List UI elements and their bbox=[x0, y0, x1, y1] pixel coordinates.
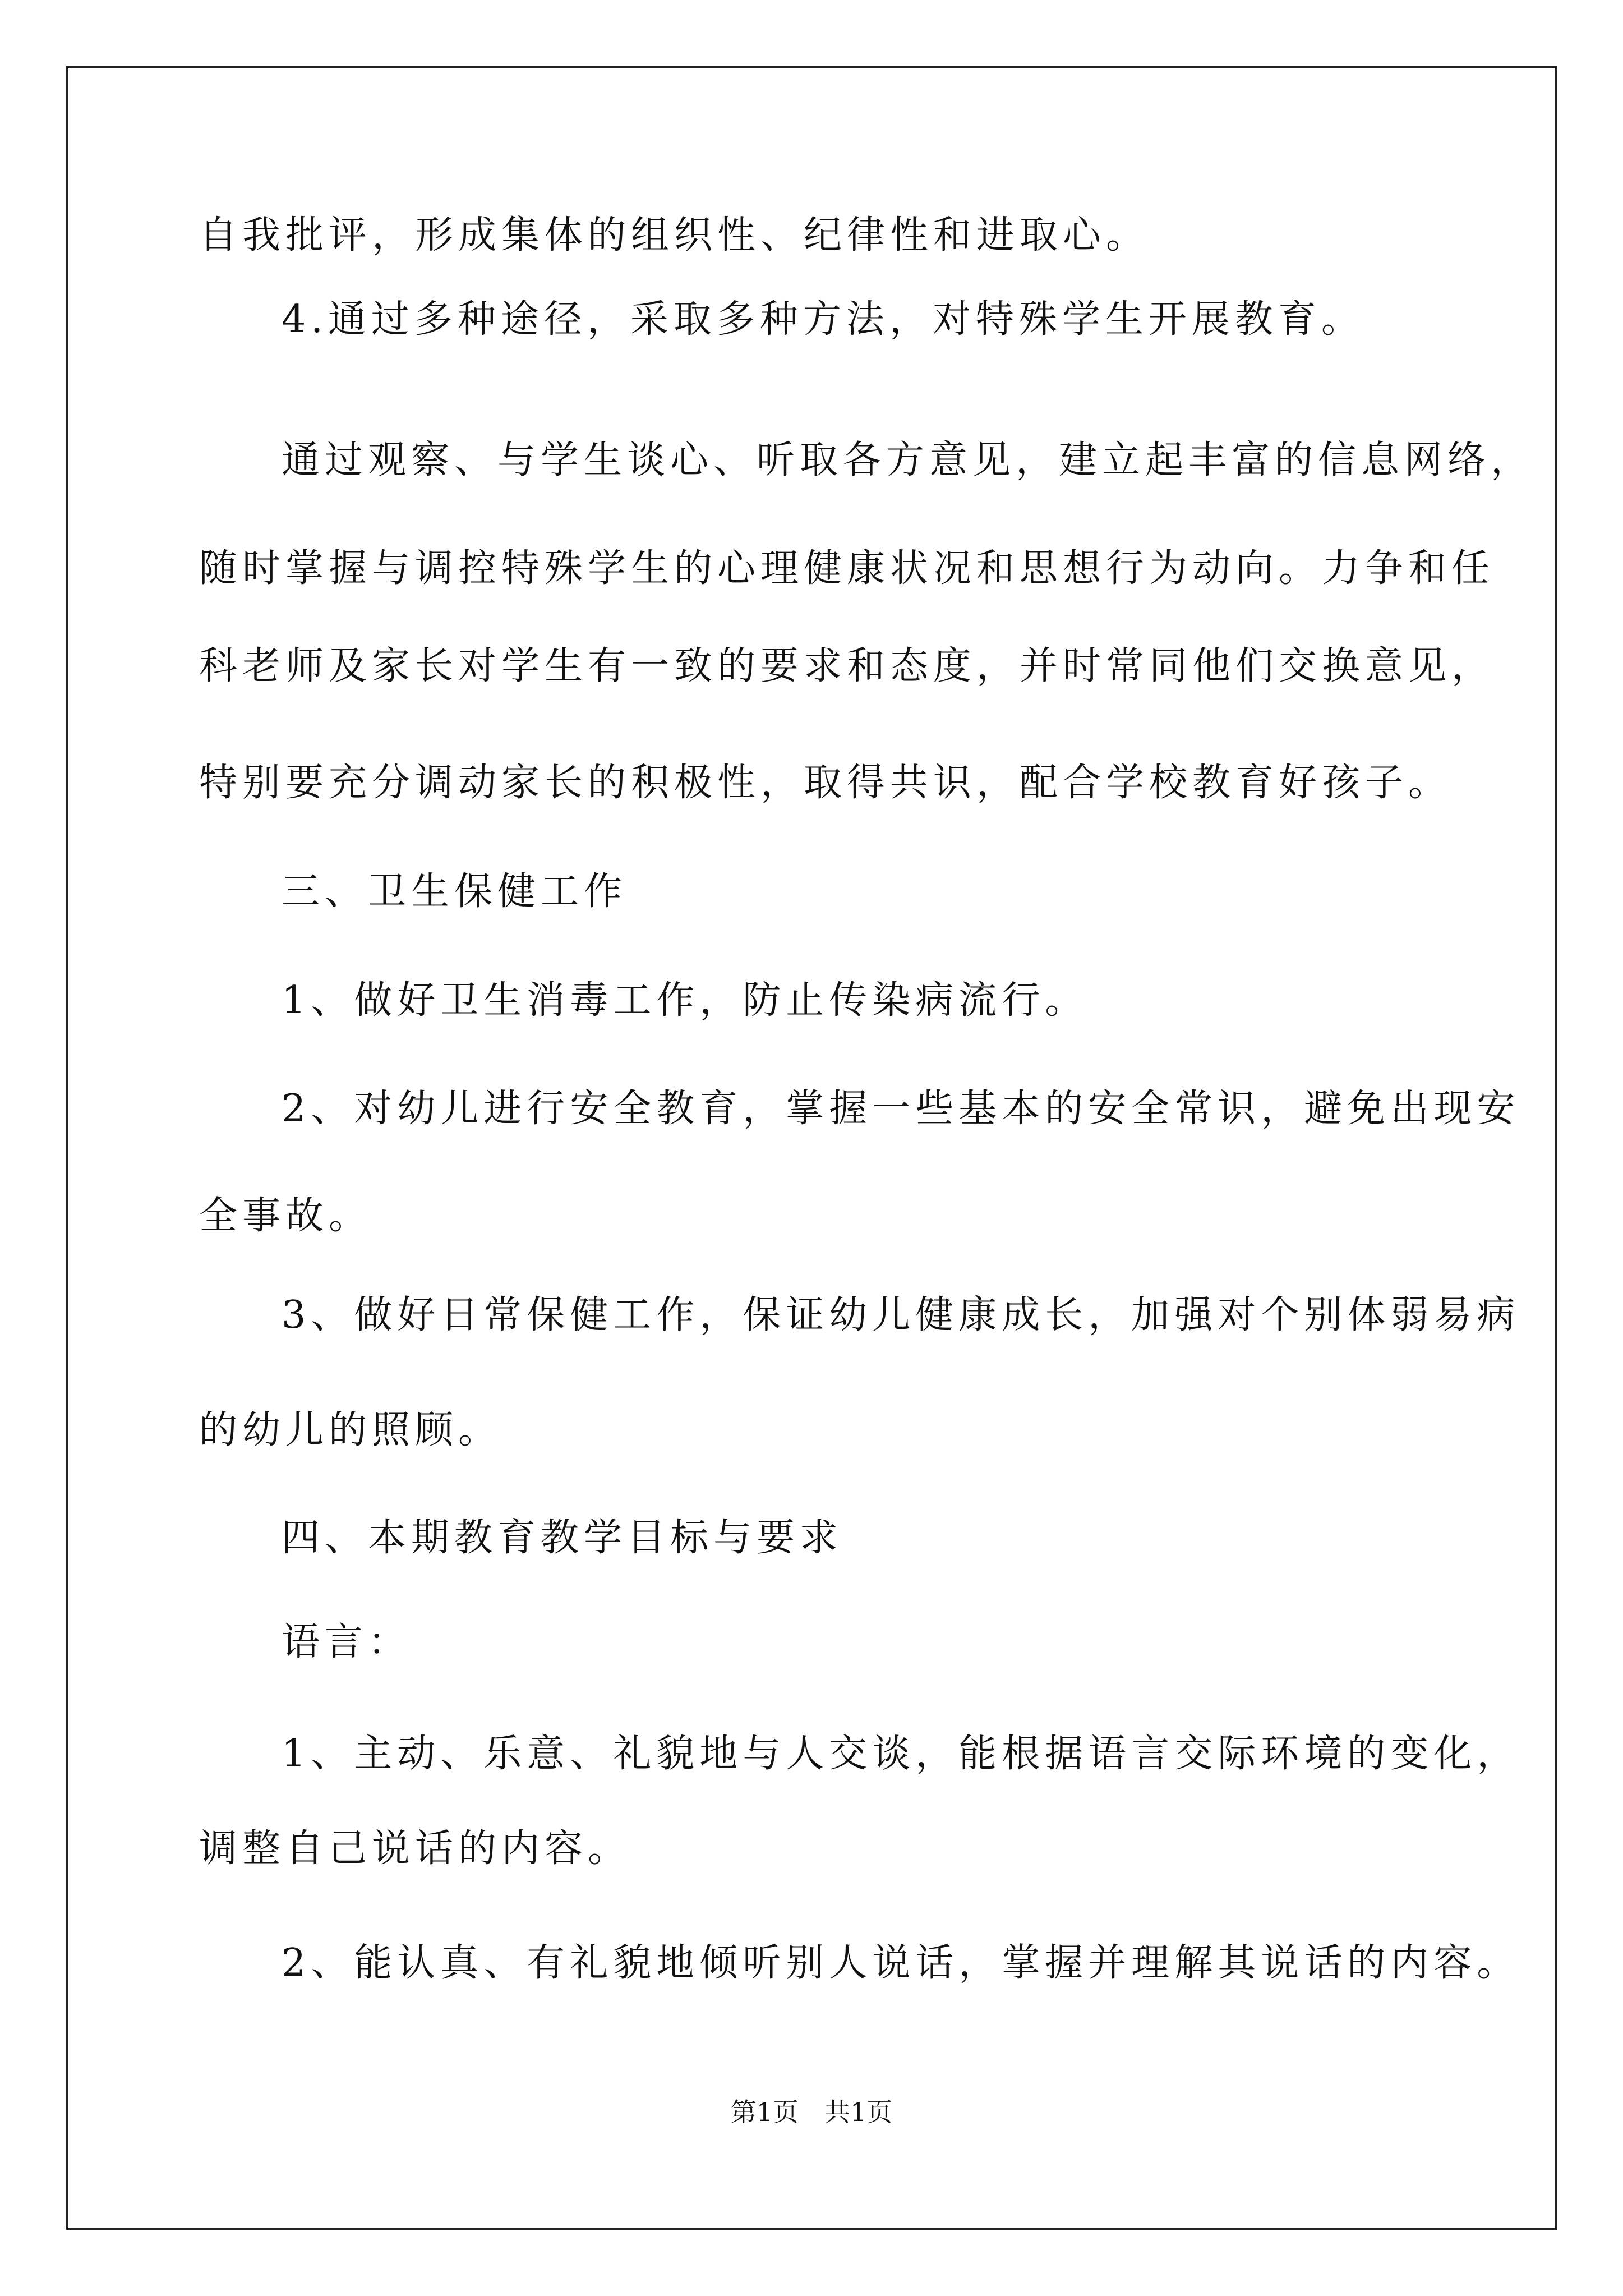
page-border bbox=[66, 66, 1557, 2230]
section-heading: 三、卫生保健工作 bbox=[282, 869, 628, 914]
subsection-heading: 语言： bbox=[282, 1620, 412, 1664]
paragraph-line: 全事故。 bbox=[199, 1194, 372, 1238]
section-heading: 四、本期教育教学目标与要求 bbox=[282, 1516, 843, 1560]
paragraph-line: 3、做好日常保健工作，保证幼儿健康成长，加强对个别体弱易病 bbox=[282, 1293, 1520, 1337]
paragraph-line: 的幼儿的照顾。 bbox=[199, 1408, 502, 1452]
page-number: 第1页 共1页 bbox=[730, 2097, 893, 2127]
paragraph-line: 科老师及家长对学生有一致的要求和态度，并时常同他们交换意见， bbox=[199, 644, 1495, 688]
paragraph-line: 调整自己说话的内容。 bbox=[199, 1826, 631, 1871]
paragraph-line: 4.通过多种途径，采取多种方法，对特殊学生开展教育。 bbox=[282, 297, 1364, 342]
paragraph-line: 1、做好卫生消毒工作，防止传染病流行。 bbox=[282, 978, 1089, 1023]
paragraph-line: 特别要充分调动家长的积极性，取得共识，配合学校教育好孩子。 bbox=[199, 761, 1452, 805]
paragraph-line: 1、主动、乐意、礼貌地与人交谈，能根据语言交际环境的变化， bbox=[282, 1732, 1520, 1776]
paragraph-line: 通过观察、与学生谈心、听取各方意见，建立起丰富的信息网络， bbox=[282, 438, 1534, 482]
paragraph-line: 2、对幼儿进行安全教育，掌握一些基本的安全常识，避免出现安 bbox=[282, 1087, 1520, 1131]
paragraph-line: 自我批评，形成集体的组织性、纪律性和进取心。 bbox=[199, 213, 1150, 257]
paragraph-line: 2、能认真、有礼貌地倾听别人说话，掌握并理解其说话的内容。 bbox=[282, 1941, 1520, 1985]
paragraph-line: 随时掌握与调控特殊学生的心理健康状况和思想行为动向。力争和任 bbox=[199, 546, 1495, 591]
